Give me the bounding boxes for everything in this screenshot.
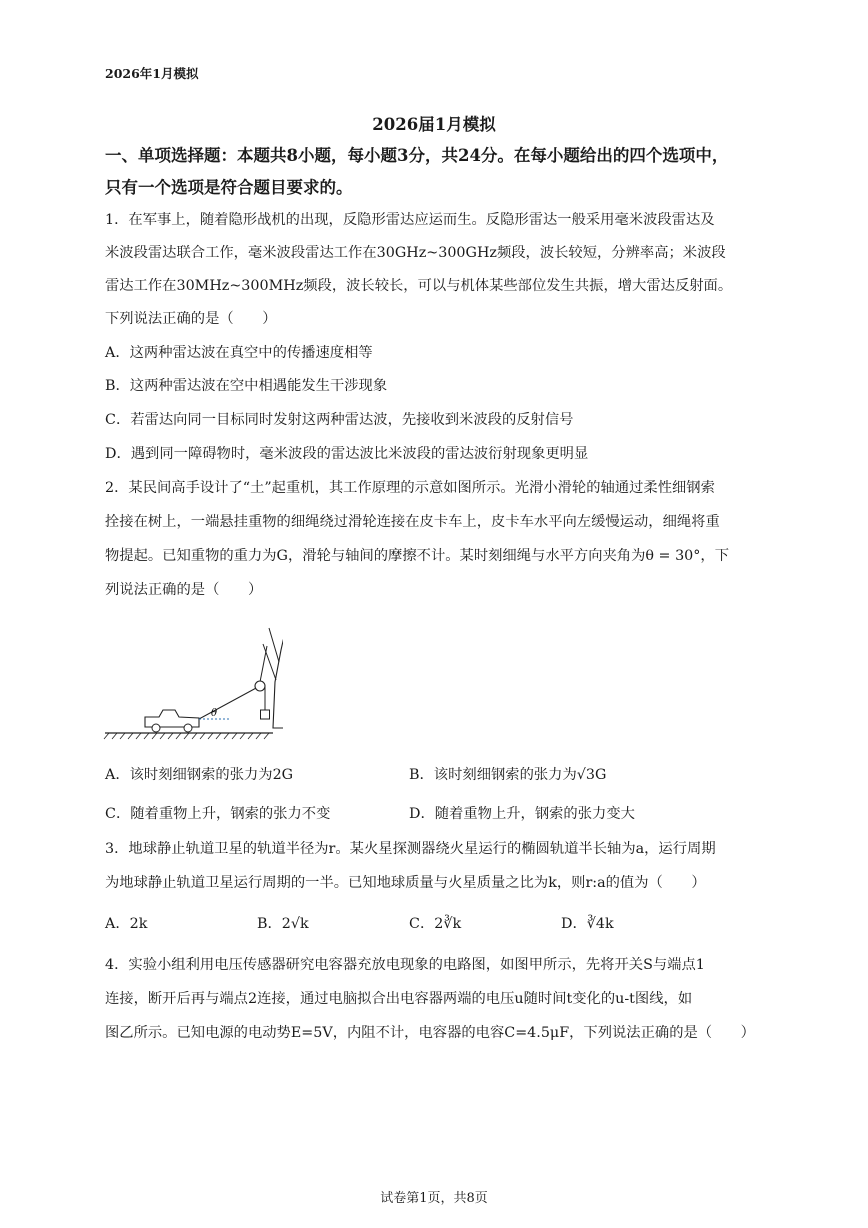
- section-heading-line: 只有一个选项是符合题目要求的。: [105, 178, 353, 197]
- section-heading-line: 一、单项选择题：本题共8小题，每小题3分，共24分。在每小题给出的四个选项中，: [105, 146, 729, 165]
- q3-option-b: B．2√k: [257, 916, 309, 932]
- page-title: 2026届1月模拟: [372, 115, 496, 134]
- steel-cable: [260, 646, 267, 682]
- q1-stem-line: 下列说法正确的是（ ）: [105, 311, 277, 327]
- hanging-weight: [261, 710, 270, 719]
- q2-option-b: B．该时刻细钢索的张力为√3G: [409, 767, 607, 783]
- pulley: [255, 681, 265, 691]
- truck-body: [145, 710, 199, 727]
- q4-stem-line: 4．实验小组利用电压传感器研究电容器充放电现象的电路图，如图甲所示，先将开关S与端点1: [105, 957, 705, 973]
- q3-stem-line: 3．地球静止轨道卫星的轨道半径为r。某火星探测器绕火星运行的椭圆轨道半长轴为a，运行周期: [105, 841, 716, 857]
- q1-option-d: D．遇到同一障碍物时，毫米波段的雷达波比米波段的雷达波衍射现象更明显: [105, 446, 589, 462]
- truck-wheel-rear: [152, 724, 160, 732]
- section-heading: [105, 140, 770, 204]
- crane-figure: [103, 620, 283, 748]
- angle-label: θ: [211, 708, 218, 719]
- q1-option-c: C．若雷达向同一目标同时发射这两种雷达波，先接收到米波段的反射信号: [105, 412, 574, 428]
- ground-hatching: [104, 733, 269, 739]
- q1-option-a: A．这两种雷达波在真空中的传播速度相等: [105, 345, 373, 361]
- q2-stem-line: 物提起。已知重物的重力为G，滑轮与轴间的摩擦不计。某时刻细绳与水平方向夹角为θ = 30°，下: [105, 548, 730, 564]
- page-footer: 试卷第1页，共8页: [380, 1191, 488, 1206]
- q2-stem-line: 列说法正确的是（ ）: [105, 582, 263, 598]
- q3-option-d: D．∛4k: [561, 916, 614, 932]
- q2-option-c: C．随着重物上升，钢索的张力不变: [105, 806, 331, 822]
- q2-option-a: A．该时刻细钢索的张力为2G: [105, 767, 294, 783]
- q1-stem-line: 雷达工作在30MHz~300MHz频段，波长较长，可以与机体某些部位发生共振，增大雷达反射面。: [105, 278, 733, 294]
- q4-stem-line: 图乙所示。已知电源的电动势E=5V，内阻不计，电容器的电容C=4.5μF，下列说法正确的是（ ）: [105, 1025, 755, 1041]
- q2-option-d: D．随着重物上升，钢索的张力变大: [409, 806, 635, 822]
- q3-stem-line: 为地球静止轨道卫星运行周期的一半。已知地球质量与火星质量之比为k，则r:a的值为（ ）: [105, 875, 706, 891]
- q2-stem-line: 拴接在树上，一端悬挂重物的细绳绕过滑轮连接在皮卡车上，皮卡车水平向左缓慢运动，细绳将重: [105, 514, 720, 530]
- q2-stem-line: 2．某民间高手设计了“土”起重机，其工作原理的示意如图所示。光滑小滑轮的轴通过柔性细钢索: [105, 480, 715, 496]
- q1-stem-line: 米波段雷达联合工作，毫米波段雷达工作在30GHz~300GHz频段，波长较短，分辨率高；米波段: [105, 245, 726, 261]
- tree-trunk: [273, 628, 283, 728]
- truck-wheel-front: [184, 724, 192, 732]
- q4-stem-line: 连接，断开后再与端点2连接，通过电脑拟合出电容器两端的电压u随时间t变化的u-t图线，如: [105, 991, 693, 1007]
- page-header: 2026年1月模拟: [105, 66, 199, 81]
- rope-to-truck: [199, 687, 258, 719]
- q1-stem-line: 1．在军事上，随着隐形战机的出现，反隐形雷达应运而生。反隐形雷达一般采用毫米波段雷达及: [105, 212, 715, 228]
- q3-option-c: C．2∛k: [409, 916, 462, 932]
- crane-diagram: [103, 620, 283, 744]
- q1-option-b: B．这两种雷达波在空中相遇能发生干涉现象: [105, 378, 388, 394]
- q3-option-a: A．2k: [105, 916, 148, 932]
